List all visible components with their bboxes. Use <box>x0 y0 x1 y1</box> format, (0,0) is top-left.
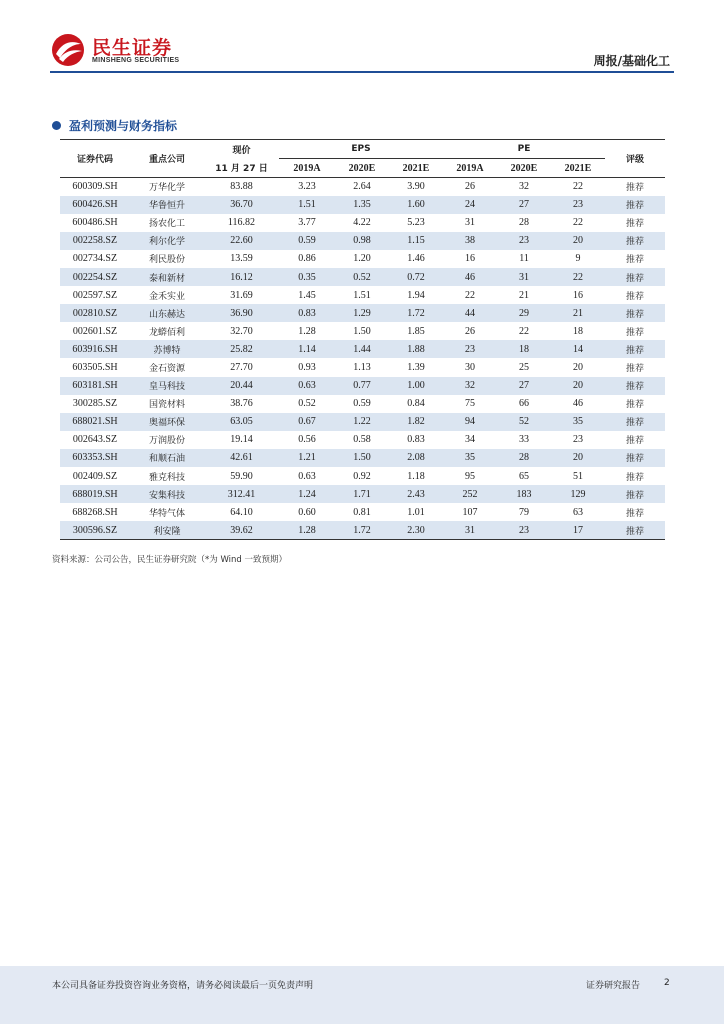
cell-pe-2019a: 75 <box>465 398 476 410</box>
cell-pe-2020e: 33 <box>519 434 530 446</box>
cell-eps-2019a: 0.63 <box>298 380 316 392</box>
cell-price: 64.10 <box>230 506 253 518</box>
cell-eps-2021e: 0.72 <box>407 271 425 283</box>
cell-company: 华鲁恒升 <box>148 201 185 212</box>
cell-rating: 推荐 <box>626 363 645 374</box>
table-row <box>60 358 665 376</box>
cell-pe-2020e: 32 <box>519 181 530 193</box>
cell-rating: 推荐 <box>626 400 645 411</box>
cell-eps-2020e: 4.22 <box>353 217 371 229</box>
cell-eps-2021e: 1.94 <box>407 289 425 301</box>
cell-pe-2019a: 94 <box>465 416 476 428</box>
cell-company: 利尔化学 <box>148 237 185 248</box>
cell-company: 金禾实业 <box>148 291 185 302</box>
cell-pe-2019a: 26 <box>465 181 476 193</box>
cell-price: 59.90 <box>230 470 253 482</box>
cell-eps-2020e: 1.71 <box>353 488 371 500</box>
cell-company: 皇马科技 <box>148 382 185 393</box>
cell-eps-2021e: 1.15 <box>407 235 425 247</box>
header-pe-2020e: 2020E <box>510 162 538 174</box>
header-eps: EPS <box>279 140 443 159</box>
cell-pe-2021e: 63 <box>573 506 584 518</box>
cell-code: 688019.SH <box>72 488 118 500</box>
cell-eps-2019a: 1.51 <box>298 199 316 211</box>
cell-eps-2020e: 1.44 <box>353 343 371 355</box>
cell-price: 22.60 <box>230 235 253 247</box>
cell-rating: 推荐 <box>626 273 645 284</box>
cell-eps-2019a: 1.45 <box>298 289 316 301</box>
cell-company: 利安隆 <box>153 526 181 537</box>
cell-eps-2020e: 1.29 <box>353 307 371 319</box>
table-row <box>60 521 665 539</box>
cell-code: 002258.SZ <box>72 235 118 247</box>
header-rating: 评级 <box>626 155 645 165</box>
cell-eps-2020e: 0.58 <box>353 434 371 446</box>
table-row <box>60 196 665 214</box>
cell-rating: 推荐 <box>626 183 645 194</box>
cell-company: 利民股份 <box>148 255 185 266</box>
cell-eps-2019a: 1.14 <box>298 343 316 355</box>
page-header <box>0 0 724 72</box>
cell-price: 36.90 <box>230 307 253 319</box>
cell-rating: 推荐 <box>626 508 645 519</box>
cell-pe-2019a: 31 <box>465 217 476 229</box>
header-eps-2020e: 2020E <box>348 162 376 174</box>
header-price-date: 11 月 27 日 <box>215 164 268 175</box>
cell-pe-2020e: 28 <box>519 217 530 229</box>
cell-eps-2020e: 0.98 <box>353 235 371 247</box>
cell-pe-2021e: 46 <box>573 398 584 410</box>
cell-eps-2020e: 2.64 <box>353 181 371 193</box>
cell-eps-2021e: 2.08 <box>407 452 425 464</box>
cell-eps-2020e: 0.52 <box>353 271 371 283</box>
cell-company: 国瓷材料 <box>148 400 185 411</box>
cell-pe-2019a: 32 <box>465 380 476 392</box>
cell-eps-2019a: 0.35 <box>298 271 316 283</box>
cell-eps-2019a: 3.77 <box>298 217 316 229</box>
cell-eps-2021e: 1.72 <box>407 307 425 319</box>
cell-pe-2020e: 18 <box>519 343 530 355</box>
cell-eps-2020e: 0.81 <box>353 506 371 518</box>
cell-pe-2019a: 95 <box>465 470 476 482</box>
cell-eps-2021e: 0.84 <box>407 398 425 410</box>
cell-rating: 推荐 <box>626 472 645 483</box>
cell-company: 山东赫达 <box>148 309 185 320</box>
cell-eps-2021e: 1.39 <box>407 361 425 373</box>
cell-pe-2020e: 27 <box>519 380 530 392</box>
cell-code: 002601.SZ <box>72 325 118 337</box>
cell-rating: 推荐 <box>626 526 645 537</box>
cell-company: 安集科技 <box>148 490 185 501</box>
cell-pe-2019a: 34 <box>465 434 476 446</box>
cell-eps-2019a: 3.23 <box>298 181 316 193</box>
brand-name-en: MINSHENG SECURITIES <box>92 57 180 64</box>
cell-pe-2020e: 66 <box>519 398 530 410</box>
cell-eps-2021e: 1.18 <box>407 470 425 482</box>
table-row <box>60 377 665 395</box>
cell-company: 雅克科技 <box>148 472 185 483</box>
cell-pe-2020e: 31 <box>519 271 530 283</box>
cell-eps-2019a: 0.52 <box>298 398 316 410</box>
cell-price: 36.70 <box>230 199 253 211</box>
cell-pe-2021e: 20 <box>573 380 584 392</box>
cell-eps-2021e: 2.43 <box>407 488 425 500</box>
cell-eps-2020e: 1.50 <box>353 325 371 337</box>
brand-name-cn: 民生证券 <box>92 37 173 59</box>
cell-pe-2020e: 29 <box>519 307 530 319</box>
cell-pe-2019a: 46 <box>465 271 476 283</box>
cell-eps-2019a: 1.28 <box>298 325 316 337</box>
cell-rating: 推荐 <box>626 327 645 338</box>
cell-pe-2020e: 21 <box>519 289 530 301</box>
cell-pe-2021e: 23 <box>573 199 584 211</box>
report-category: 周报/基础化工 <box>593 54 670 68</box>
cell-rating: 推荐 <box>626 237 645 248</box>
cell-eps-2019a: 0.67 <box>298 416 316 428</box>
cell-rating: 推荐 <box>626 490 645 501</box>
header-company: 重点公司 <box>148 155 185 165</box>
cell-code: 002409.SZ <box>72 470 118 482</box>
cell-pe-2021e: 17 <box>573 524 584 536</box>
cell-price: 16.12 <box>230 271 253 283</box>
cell-pe-2021e: 22 <box>573 181 584 193</box>
header-price: 现价 <box>232 145 251 156</box>
cell-eps-2019a: 1.21 <box>298 452 316 464</box>
cell-code: 002597.SZ <box>72 289 118 301</box>
table-row <box>60 395 665 413</box>
cell-eps-2020e: 0.59 <box>353 398 371 410</box>
cell-company: 金石资源 <box>148 363 185 374</box>
table-row <box>60 449 665 467</box>
cell-eps-2019a: 0.56 <box>298 434 316 446</box>
cell-pe-2019a: 38 <box>465 235 476 247</box>
cell-eps-2021e: 3.90 <box>407 181 425 193</box>
cell-eps-2020e: 1.51 <box>353 289 371 301</box>
cell-pe-2020e: 11 <box>519 253 529 265</box>
cell-eps-2019a: 0.63 <box>298 470 316 482</box>
cell-pe-2019a: 24 <box>465 199 476 211</box>
cell-price: 116.82 <box>227 217 256 229</box>
cell-eps-2021e: 1.88 <box>407 343 425 355</box>
cell-company: 泰和新材 <box>148 273 185 284</box>
cell-code: 603505.SH <box>72 361 118 373</box>
cell-eps-2020e: 0.92 <box>353 470 371 482</box>
cell-price: 19.14 <box>230 434 253 446</box>
cell-eps-2020e: 1.72 <box>353 524 371 536</box>
header-eps-2021e: 2021E <box>402 162 430 174</box>
footer-report-type: 证券研究报告 <box>586 981 641 991</box>
cell-eps-2020e: 0.77 <box>353 380 371 392</box>
cell-company: 万华化学 <box>148 183 185 194</box>
cell-code: 002643.SZ <box>72 434 118 446</box>
cell-price: 38.76 <box>230 398 253 410</box>
cell-pe-2021e: 22 <box>573 271 584 283</box>
cell-pe-2019a: 23 <box>465 343 476 355</box>
cell-company: 和顺石油 <box>148 454 185 465</box>
table-row <box>60 485 665 503</box>
table-row <box>60 250 665 268</box>
cell-company: 奥福环保 <box>148 418 185 429</box>
earnings-forecast-table <box>60 139 665 540</box>
cell-pe-2020e: 27 <box>519 199 530 211</box>
cell-pe-2019a: 44 <box>465 307 476 319</box>
cell-pe-2021e: 51 <box>573 470 584 482</box>
cell-code: 603353.SH <box>72 452 118 464</box>
table-row <box>60 503 665 521</box>
header-divider <box>50 71 674 73</box>
cell-eps-2019a: 0.93 <box>298 361 316 373</box>
cell-pe-2019a: 30 <box>465 361 476 373</box>
cell-rating: 推荐 <box>626 255 645 266</box>
cell-eps-2021e: 2.30 <box>407 524 425 536</box>
table-row <box>60 178 665 196</box>
header-pe-2021e: 2021E <box>564 162 592 174</box>
cell-code: 002734.SZ <box>72 253 118 265</box>
cell-pe-2020e: 23 <box>519 524 530 536</box>
cell-eps-2019a: 1.28 <box>298 524 316 536</box>
section-title: 盈利预测与财务指标 <box>69 119 178 133</box>
header-pe: PE <box>443 140 605 159</box>
cell-pe-2019a: 107 <box>462 506 478 518</box>
cell-eps-2019a: 0.86 <box>298 253 316 265</box>
cell-pe-2019a: 252 <box>462 488 478 500</box>
cell-pe-2019a: 22 <box>465 289 476 301</box>
footer-disclaimer: 本公司具备证券投资咨询业务资格，请务必阅读最后一页免责声明 <box>52 981 314 991</box>
cell-pe-2021e: 14 <box>573 343 584 355</box>
table-row <box>60 340 665 358</box>
cell-eps-2021e: 1.82 <box>407 416 425 428</box>
cell-pe-2020e: 23 <box>519 235 530 247</box>
cell-pe-2020e: 183 <box>516 488 532 500</box>
cell-rating: 推荐 <box>626 382 645 393</box>
cell-pe-2021e: 22 <box>573 217 584 229</box>
page-number: 2 <box>664 978 670 988</box>
cell-rating: 推荐 <box>626 418 645 429</box>
cell-rating: 推荐 <box>626 436 645 447</box>
cell-price: 20.44 <box>230 380 253 392</box>
cell-price: 32.70 <box>230 325 253 337</box>
cell-price: 63.05 <box>230 416 253 428</box>
table-row <box>60 322 665 340</box>
cell-eps-2020e: 1.50 <box>353 452 371 464</box>
cell-pe-2019a: 16 <box>465 253 476 265</box>
cell-pe-2021e: 35 <box>573 416 584 428</box>
table-row <box>60 286 665 304</box>
cell-pe-2021e: 20 <box>573 235 584 247</box>
cell-eps-2021e: 1.00 <box>407 380 425 392</box>
cell-pe-2021e: 23 <box>573 434 584 446</box>
cell-price: 27.70 <box>230 361 253 373</box>
cell-eps-2021e: 1.46 <box>407 253 425 265</box>
cell-eps-2019a: 1.24 <box>298 488 316 500</box>
cell-pe-2021e: 16 <box>573 289 584 301</box>
header-code: 证券代码 <box>76 155 113 165</box>
cell-price: 39.62 <box>230 524 253 536</box>
header-eps-2019a: 2019A <box>293 162 321 174</box>
cell-price: 42.61 <box>230 452 253 464</box>
cell-code: 603916.SH <box>72 343 118 355</box>
cell-code: 600309.SH <box>72 181 118 193</box>
cell-company: 苏博特 <box>153 345 181 356</box>
cell-code: 688268.SH <box>72 506 118 518</box>
bullet-icon <box>52 121 61 130</box>
table-row <box>60 431 665 449</box>
cell-rating: 推荐 <box>626 201 645 212</box>
cell-rating: 推荐 <box>626 345 645 356</box>
cell-company: 龙蟒佰利 <box>148 327 185 338</box>
cell-pe-2019a: 35 <box>465 452 476 464</box>
cell-code: 002254.SZ <box>72 271 118 283</box>
cell-company: 万润股份 <box>148 436 185 447</box>
cell-price: 31.69 <box>230 289 253 301</box>
cell-rating: 推荐 <box>626 454 645 465</box>
cell-eps-2019a: 0.83 <box>298 307 316 319</box>
cell-pe-2021e: 21 <box>573 307 584 319</box>
cell-rating: 推荐 <box>626 219 645 230</box>
cell-code: 600426.SH <box>72 199 118 211</box>
table-row <box>60 413 665 431</box>
cell-eps-2021e: 5.23 <box>407 217 425 229</box>
table-row <box>60 214 665 232</box>
cell-code: 688021.SH <box>72 416 118 428</box>
cell-price: 83.88 <box>230 181 253 193</box>
cell-eps-2019a: 0.60 <box>298 506 316 518</box>
cell-pe-2021e: 20 <box>573 361 584 373</box>
cell-price: 25.82 <box>230 343 253 355</box>
cell-price: 312.41 <box>227 488 256 500</box>
minsheng-logo-icon <box>50 32 86 68</box>
table-row <box>60 467 665 485</box>
cell-code: 600486.SH <box>72 217 118 229</box>
cell-pe-2021e: 9 <box>575 253 581 265</box>
header-pe-2019a: 2019A <box>456 162 484 174</box>
cell-pe-2019a: 31 <box>465 524 476 536</box>
cell-company: 扬农化工 <box>148 219 185 230</box>
table-row <box>60 232 665 250</box>
cell-eps-2019a: 0.59 <box>298 235 316 247</box>
cell-eps-2021e: 1.01 <box>407 506 425 518</box>
cell-eps-2020e: 1.20 <box>353 253 371 265</box>
cell-pe-2021e: 18 <box>573 325 584 337</box>
cell-rating: 推荐 <box>626 309 645 320</box>
cell-pe-2021e: 20 <box>573 452 584 464</box>
cell-rating: 推荐 <box>626 291 645 302</box>
cell-pe-2021e: 129 <box>570 488 586 500</box>
cell-price: 13.59 <box>230 253 253 265</box>
cell-pe-2019a: 26 <box>465 325 476 337</box>
cell-eps-2021e: 1.85 <box>407 325 425 337</box>
cell-pe-2020e: 22 <box>519 325 530 337</box>
cell-pe-2020e: 65 <box>519 470 530 482</box>
table-row <box>60 268 665 286</box>
cell-eps-2020e: 1.22 <box>353 416 371 428</box>
cell-eps-2020e: 1.13 <box>353 361 371 373</box>
cell-pe-2020e: 79 <box>519 506 530 518</box>
cell-code: 300596.SZ <box>72 524 118 536</box>
cell-code: 603181.SH <box>72 380 118 392</box>
cell-pe-2020e: 52 <box>519 416 530 428</box>
source-note: 资料来源：公司公告，民生证券研究院（*为 Wind 一致预期） <box>52 555 288 565</box>
page-footer <box>0 966 724 1024</box>
cell-pe-2020e: 25 <box>519 361 530 373</box>
cell-eps-2021e: 0.83 <box>407 434 425 446</box>
cell-code: 002810.SZ <box>72 307 118 319</box>
cell-code: 300285.SZ <box>72 398 118 410</box>
table-row <box>60 304 665 322</box>
cell-eps-2020e: 1.35 <box>353 199 371 211</box>
cell-pe-2020e: 28 <box>519 452 530 464</box>
cell-eps-2021e: 1.60 <box>407 199 425 211</box>
cell-company: 华特气体 <box>148 508 185 519</box>
